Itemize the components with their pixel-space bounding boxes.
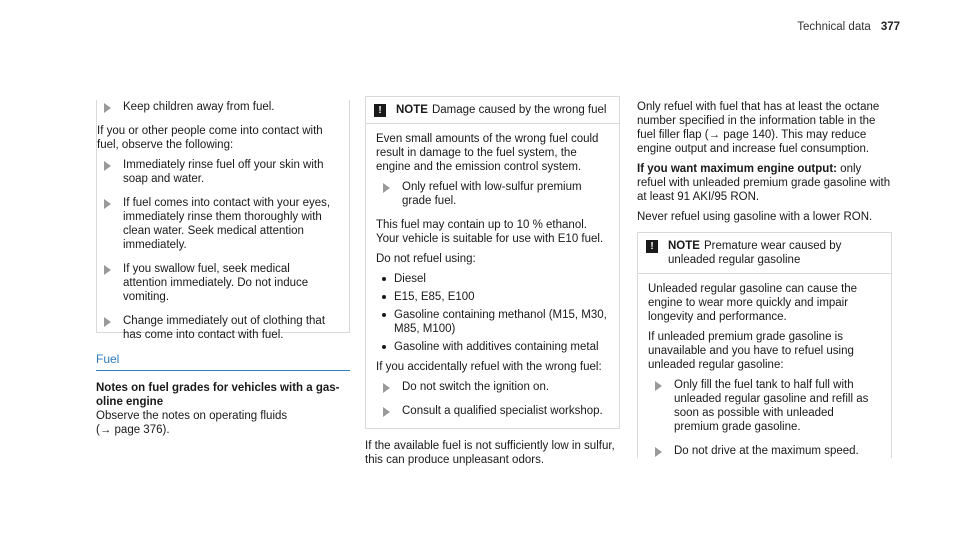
- list-item: Gasoline with additives containing metal: [376, 340, 609, 354]
- paragraph: If unleaded premium grade gasoline is unavailable and you have to refuel using unleaded regular gasoline:: [648, 331, 854, 371]
- paragraph: This fuel may contain up to 10 % ethanol. Your vehicle is suitable for use with E10 fuel.: [376, 219, 604, 245]
- column-3: [637, 100, 892, 468]
- dot-bullet-icon: [382, 277, 386, 281]
- arrow-bullet-icon: [655, 381, 662, 391]
- note-body: [366, 124, 619, 418]
- page-header: [797, 20, 900, 34]
- arrow-bullet-icon: [104, 199, 111, 209]
- arrow-bullet-icon: [104, 317, 111, 327]
- note-header: [366, 97, 619, 124]
- arrow-bullet-icon: [383, 183, 390, 193]
- section-title: Technical data: [797, 21, 871, 33]
- dot-bullet-icon: [382, 295, 386, 299]
- note-label: NOTE: [396, 104, 428, 116]
- paragraph: If you accidentally refuel with the wrong fuel:: [376, 361, 602, 373]
- list-item: Diesel: [376, 272, 609, 286]
- note-header: [638, 233, 891, 274]
- note-body: [638, 274, 891, 458]
- list-item: If fuel comes into contact with your eyes, immediately rinse them thoroughly with clean water. Seek medical attention immediately.: [97, 196, 337, 252]
- arrow-bullet-icon: [104, 161, 111, 171]
- paragraph: Even small amounts of the wrong fuel could result in damage to the fuel system, the engine and the emission control system.: [376, 133, 599, 173]
- dot-bullet-icon: [382, 313, 386, 317]
- list-item: Do not switch the ignition on.: [376, 380, 609, 394]
- list-item: Keep children away from fuel.: [97, 100, 337, 114]
- list-item: Consult a qualified specialist workshop.: [376, 404, 609, 418]
- bold-lead: If you want maximum engine output:: [637, 163, 837, 175]
- page-reference: (→ page 376).: [96, 424, 170, 436]
- note-box: [365, 96, 620, 429]
- paragraph: If you want maximum engine output: only refuel with unleaded premium grade gasoline with at least 91 AKI/95 RON.: [637, 163, 891, 203]
- note-title: Premature wear caused by unleaded regular gasoline: [668, 240, 842, 266]
- section-heading-fuel: Fuel: [96, 352, 350, 371]
- list-item: Gasoline containing methanol (M15, M30, M85, M100): [376, 308, 609, 336]
- list-item: Change immediately out of clothing that has come into contact with fuel.: [97, 314, 337, 342]
- paragraph: If the available fuel is not sufficiently low in sulfur, this can produce unpleasant odors.: [365, 440, 615, 466]
- note-box: [637, 232, 892, 458]
- column-2: [365, 96, 620, 473]
- paragraph: Unleaded regular gasoline can cause the engine to wear more quickly and impair longevity and performance.: [648, 283, 858, 323]
- list-item: Only fill the fuel tank to half full with unleaded regular gasoline and refill as soon as possible with unleaded premium grade gasoline.: [648, 378, 881, 434]
- list-item: Immediately rinse fuel off your skin with soap and water.: [97, 158, 337, 186]
- column-1: [96, 100, 350, 341]
- paragraph: If you or other people come into contact with fuel, observe the following:: [97, 125, 323, 151]
- page-number: 377: [880, 21, 900, 33]
- arrow-bullet-icon: [383, 407, 390, 417]
- paragraph: Do not refuel using:: [376, 253, 476, 265]
- safety-box: [96, 100, 350, 341]
- list-item: E15, E85, E100: [376, 290, 609, 304]
- note-title: Damage caused by the wrong fuel: [431, 104, 607, 116]
- warning-icon: !: [374, 104, 386, 117]
- paragraph: Only refuel with fuel that has at least the octane number specified in the information table in the fuel filler flap (→ page 140). This may reduce engine output and increase fuel consumption.: [637, 101, 880, 155]
- warning-icon: !: [646, 240, 658, 253]
- fuel-notes: [96, 381, 350, 437]
- arrow-bullet-icon: [104, 265, 111, 275]
- subheading: Notes on fuel grades for vehicles with a gas-oline engine: [96, 382, 340, 408]
- arrow-bullet-icon: [655, 447, 662, 457]
- paragraph: Observe the notes on operating fluids: [96, 410, 288, 422]
- note-label: NOTE: [668, 240, 700, 252]
- list-item: Only refuel with low-sulfur premium grade fuel.: [376, 180, 609, 208]
- list-item: If you swallow fuel, seek medical attention immediately. Do not induce vomiting.: [97, 262, 337, 304]
- paragraph: Never refuel using gasoline with a lower RON.: [637, 211, 873, 223]
- arrow-bullet-icon: [104, 103, 111, 113]
- dot-bullet-icon: [382, 345, 386, 349]
- list-item: Do not drive at the maximum speed.: [648, 444, 881, 458]
- arrow-bullet-icon: [383, 383, 390, 393]
